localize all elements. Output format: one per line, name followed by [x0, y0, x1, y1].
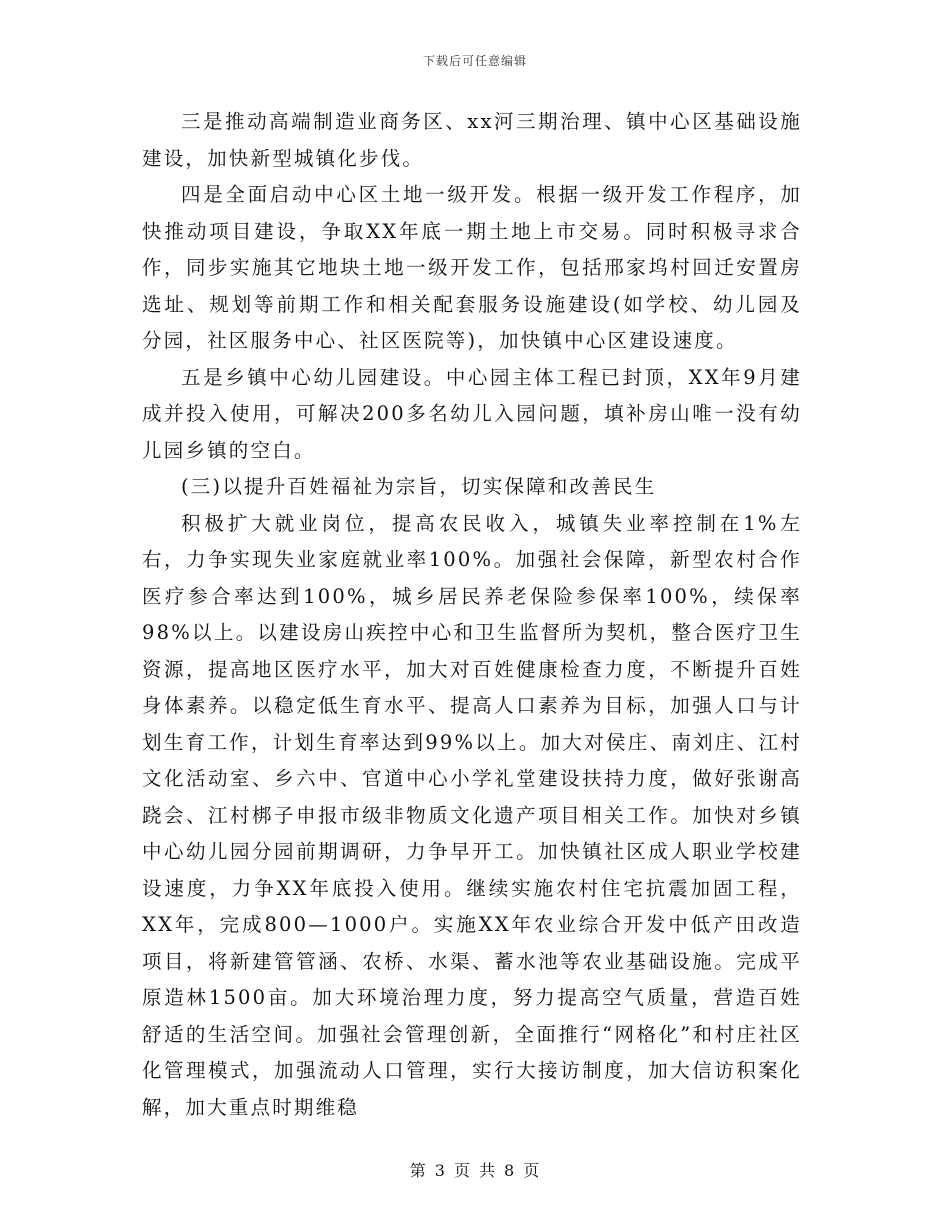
document-body: [142, 104, 802, 1126]
section-heading: (三)以提升百姓福祉为宗旨，切实保障和改善民生: [181, 475, 657, 498]
paragraph: 四是全面启动中心区土地一级开发。根据一级开发工作程序，加快推动项目建设，争取XX年底一期土地上市交易。同时积极寻求合作，同步实施其它地块土地一级开发工作，包括邢家坞村回迁安置房选址、规划等前期工作和相关配套服务设施建设(如学校、幼儿园及分园，社区服务中心、社区医院等)，加快镇中心区建设速度。: [142, 183, 802, 352]
total-word: 共: [479, 1161, 497, 1180]
page-number: [0, 1158, 950, 1181]
page-suffix: 页: [523, 1161, 541, 1180]
paragraph: 三是推动高端制造业商务区、xx河三期治理、镇中心区基础设施建设，加快新型城镇化步伐。: [142, 110, 802, 170]
page-prefix: 第: [409, 1161, 427, 1180]
page-word: 页: [453, 1161, 471, 1180]
paragraph: 积极扩大就业岗位，提高农民收入，城镇失业率控制在1%左右，力争实现失业家庭就业率100%。加强社会保障，新型农村合作医疗参合率达到100%，城乡居民养老保险参保率100%，续保率98%以上。以建设房山疾控中心和卫生监督所为契机，整合医疗卫生资源，提高地区医疗水平，加大对百姓健康检查力度，不断提升百姓身体素养。以稳定低生育水平、提高人口素养为目标，加强人口与计划生育工作，计划生育率达到99%以上。加大对侯庄、南刘庄、江村文化活动室、乡六中、官道中心小学礼堂建设扶持力度，做好张谢高跷会、江村梆子申报市级非物质文化遗产项目相关工作。加快对乡镇中心幼儿园分园前期调研，力争早开工。加快镇社区成人职业学校建设速度，力争XX年底投入使用。继续实施农村住宅抗震加固工程，XX年，完成800—1000户。实施XX年农业综合开发中低产田改造项目，将新建管管涵、农桥、水渠、蓄水池等农业基础设施。完成平原造林1500亩。加大环境治理力度，努力提高空气质量，营造百姓舒适的生活空间。加强社会管理创新，全面推行“网格化”和村庄社区化管理模式，加强流动人口管理，实行大接访制度，加大信访积案化解，加大重点时期维稳: [142, 511, 802, 1119]
page-header: 下载后可任意编辑: [422, 54, 527, 68]
paragraph: 五是乡镇中心幼儿园建设。中心园主体工程已封顶，XX年9月建成并投入使用，可解决200多名幼儿入园问题，填补房山唯一没有幼儿园乡镇的空白。: [142, 365, 802, 462]
total-pages: 8: [504, 1161, 516, 1180]
current-page: 3: [434, 1161, 446, 1180]
